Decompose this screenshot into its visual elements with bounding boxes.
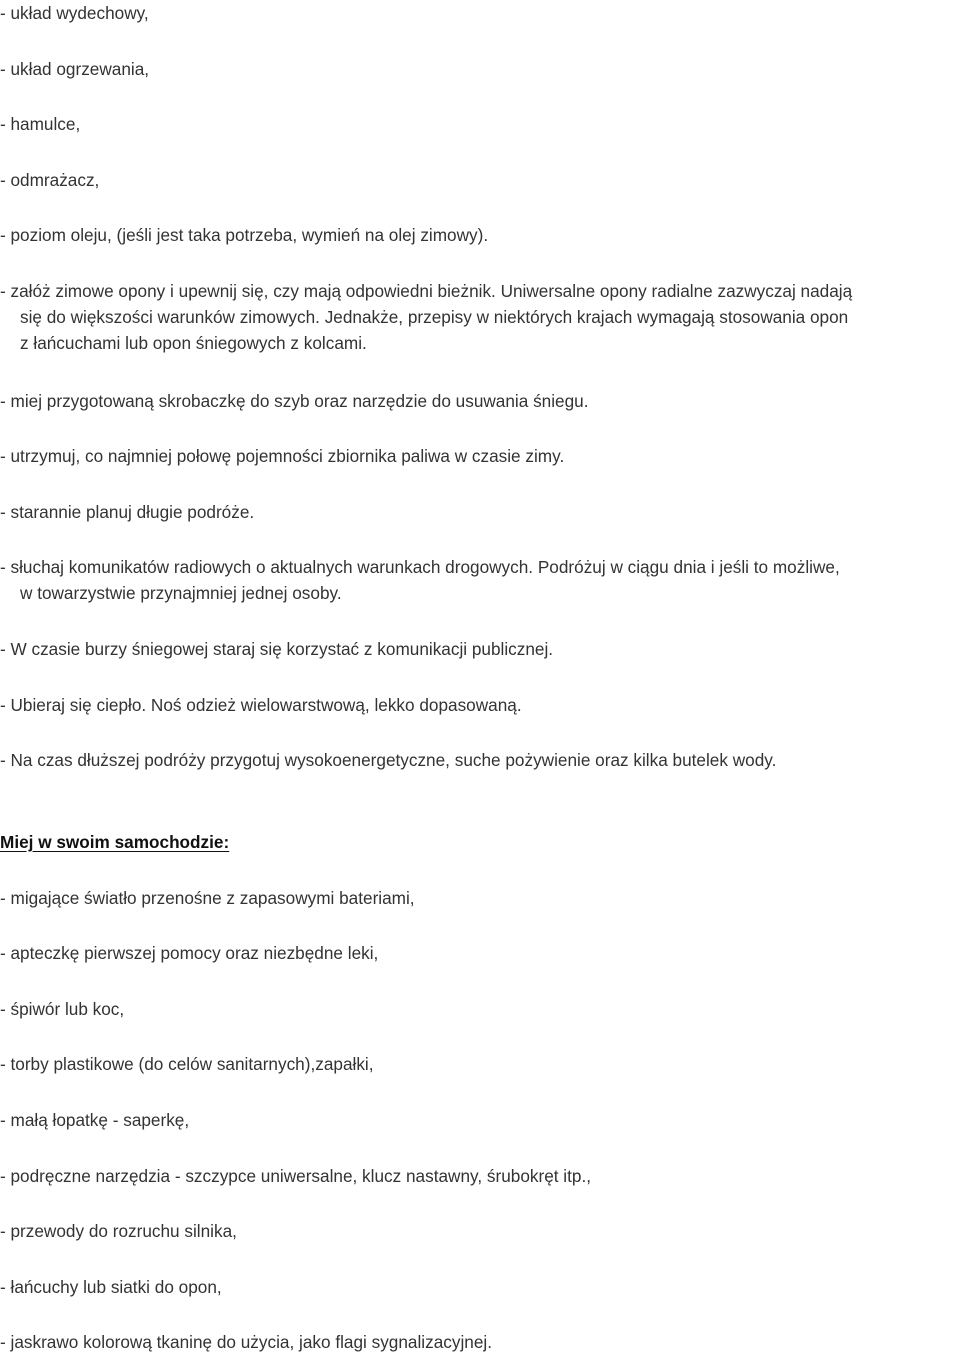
car-item: - torby plastikowe (do celów sanitarnych),zapałki, [0,1054,374,1074]
list-item: - starannie planuj długie podróże. [0,502,255,522]
list-item: - układ ogrzewania, [0,59,150,79]
car-item: - łańcuchy lub siatki do opon, [0,1277,222,1297]
car-item: - migające światło przenośne z zapasowymi bateriami, [0,888,415,908]
list-item: - Na czas dłuższej podróży przygotuj wysokoenergetyczne, suche pożywienie oraz kilka butelek wody. [0,750,777,770]
list-item: - miej przygotowaną skrobaczkę do szyb oraz narzędzie do usuwania śniegu. [0,391,589,411]
tires-line-2: się do większości warunków zimowych. Jednakże, przepisy w niektórych krajach wymagają stosowania opon [20,307,849,327]
list-item: - W czasie burzy śniegowej staraj się korzystać z komunikacji publicznej. [0,639,554,659]
car-item: - małą łopatkę - saperkę, [0,1110,190,1130]
car-item: - apteczkę pierwszej pomocy oraz niezbędne leki, [0,943,379,963]
list-item: - utrzymuj, co najmniej połowę pojemności zbiornika paliwa w czasie zimy. [0,446,565,466]
tires-line-3: z łańcuchami lub opon śniegowych z kolcami. [20,333,367,353]
radio-line-2: w towarzystwie przynajmniej jednej osoby. [20,583,342,603]
tires-line-1: - załóż zimowe opony i upewnij się, czy mają odpowiedni bieżnik. Uniwersalne opony radialne zazwyczaj nadają [0,281,853,301]
section-heading: Miej w swoim samochodzie: [0,832,230,852]
list-item: - układ wydechowy, [0,3,149,23]
list-item: - hamulce, [0,114,81,134]
list-item: - odmrażacz, [0,170,100,190]
list-item: - poziom oleju, (jeśli jest taka potrzeba, wymień na olej zimowy). [0,225,489,245]
list-item: - Ubieraj się ciepło. Noś odzież wielowarstwową, lekko dopasowaną. [0,695,522,715]
car-item: - jaskrawo kolorową tkaninę do użycia, jako flagi sygnalizacyjnej. [0,1332,492,1352]
car-item: - podręczne narzędzia - szczypce uniwersalne, klucz nastawny, śrubokręt itp., [0,1166,592,1186]
radio-line-1: - słuchaj komunikatów radiowych o aktualnych warunkach drogowych. Podróżuj w ciągu dnia i jeśli to możliwe, [0,557,840,577]
car-item: - śpiwór lub koc, [0,999,125,1019]
tires-paragraph [0,278,852,356]
radio-paragraph [0,554,840,606]
car-item: - przewody do rozruchu silnika, [0,1221,237,1241]
